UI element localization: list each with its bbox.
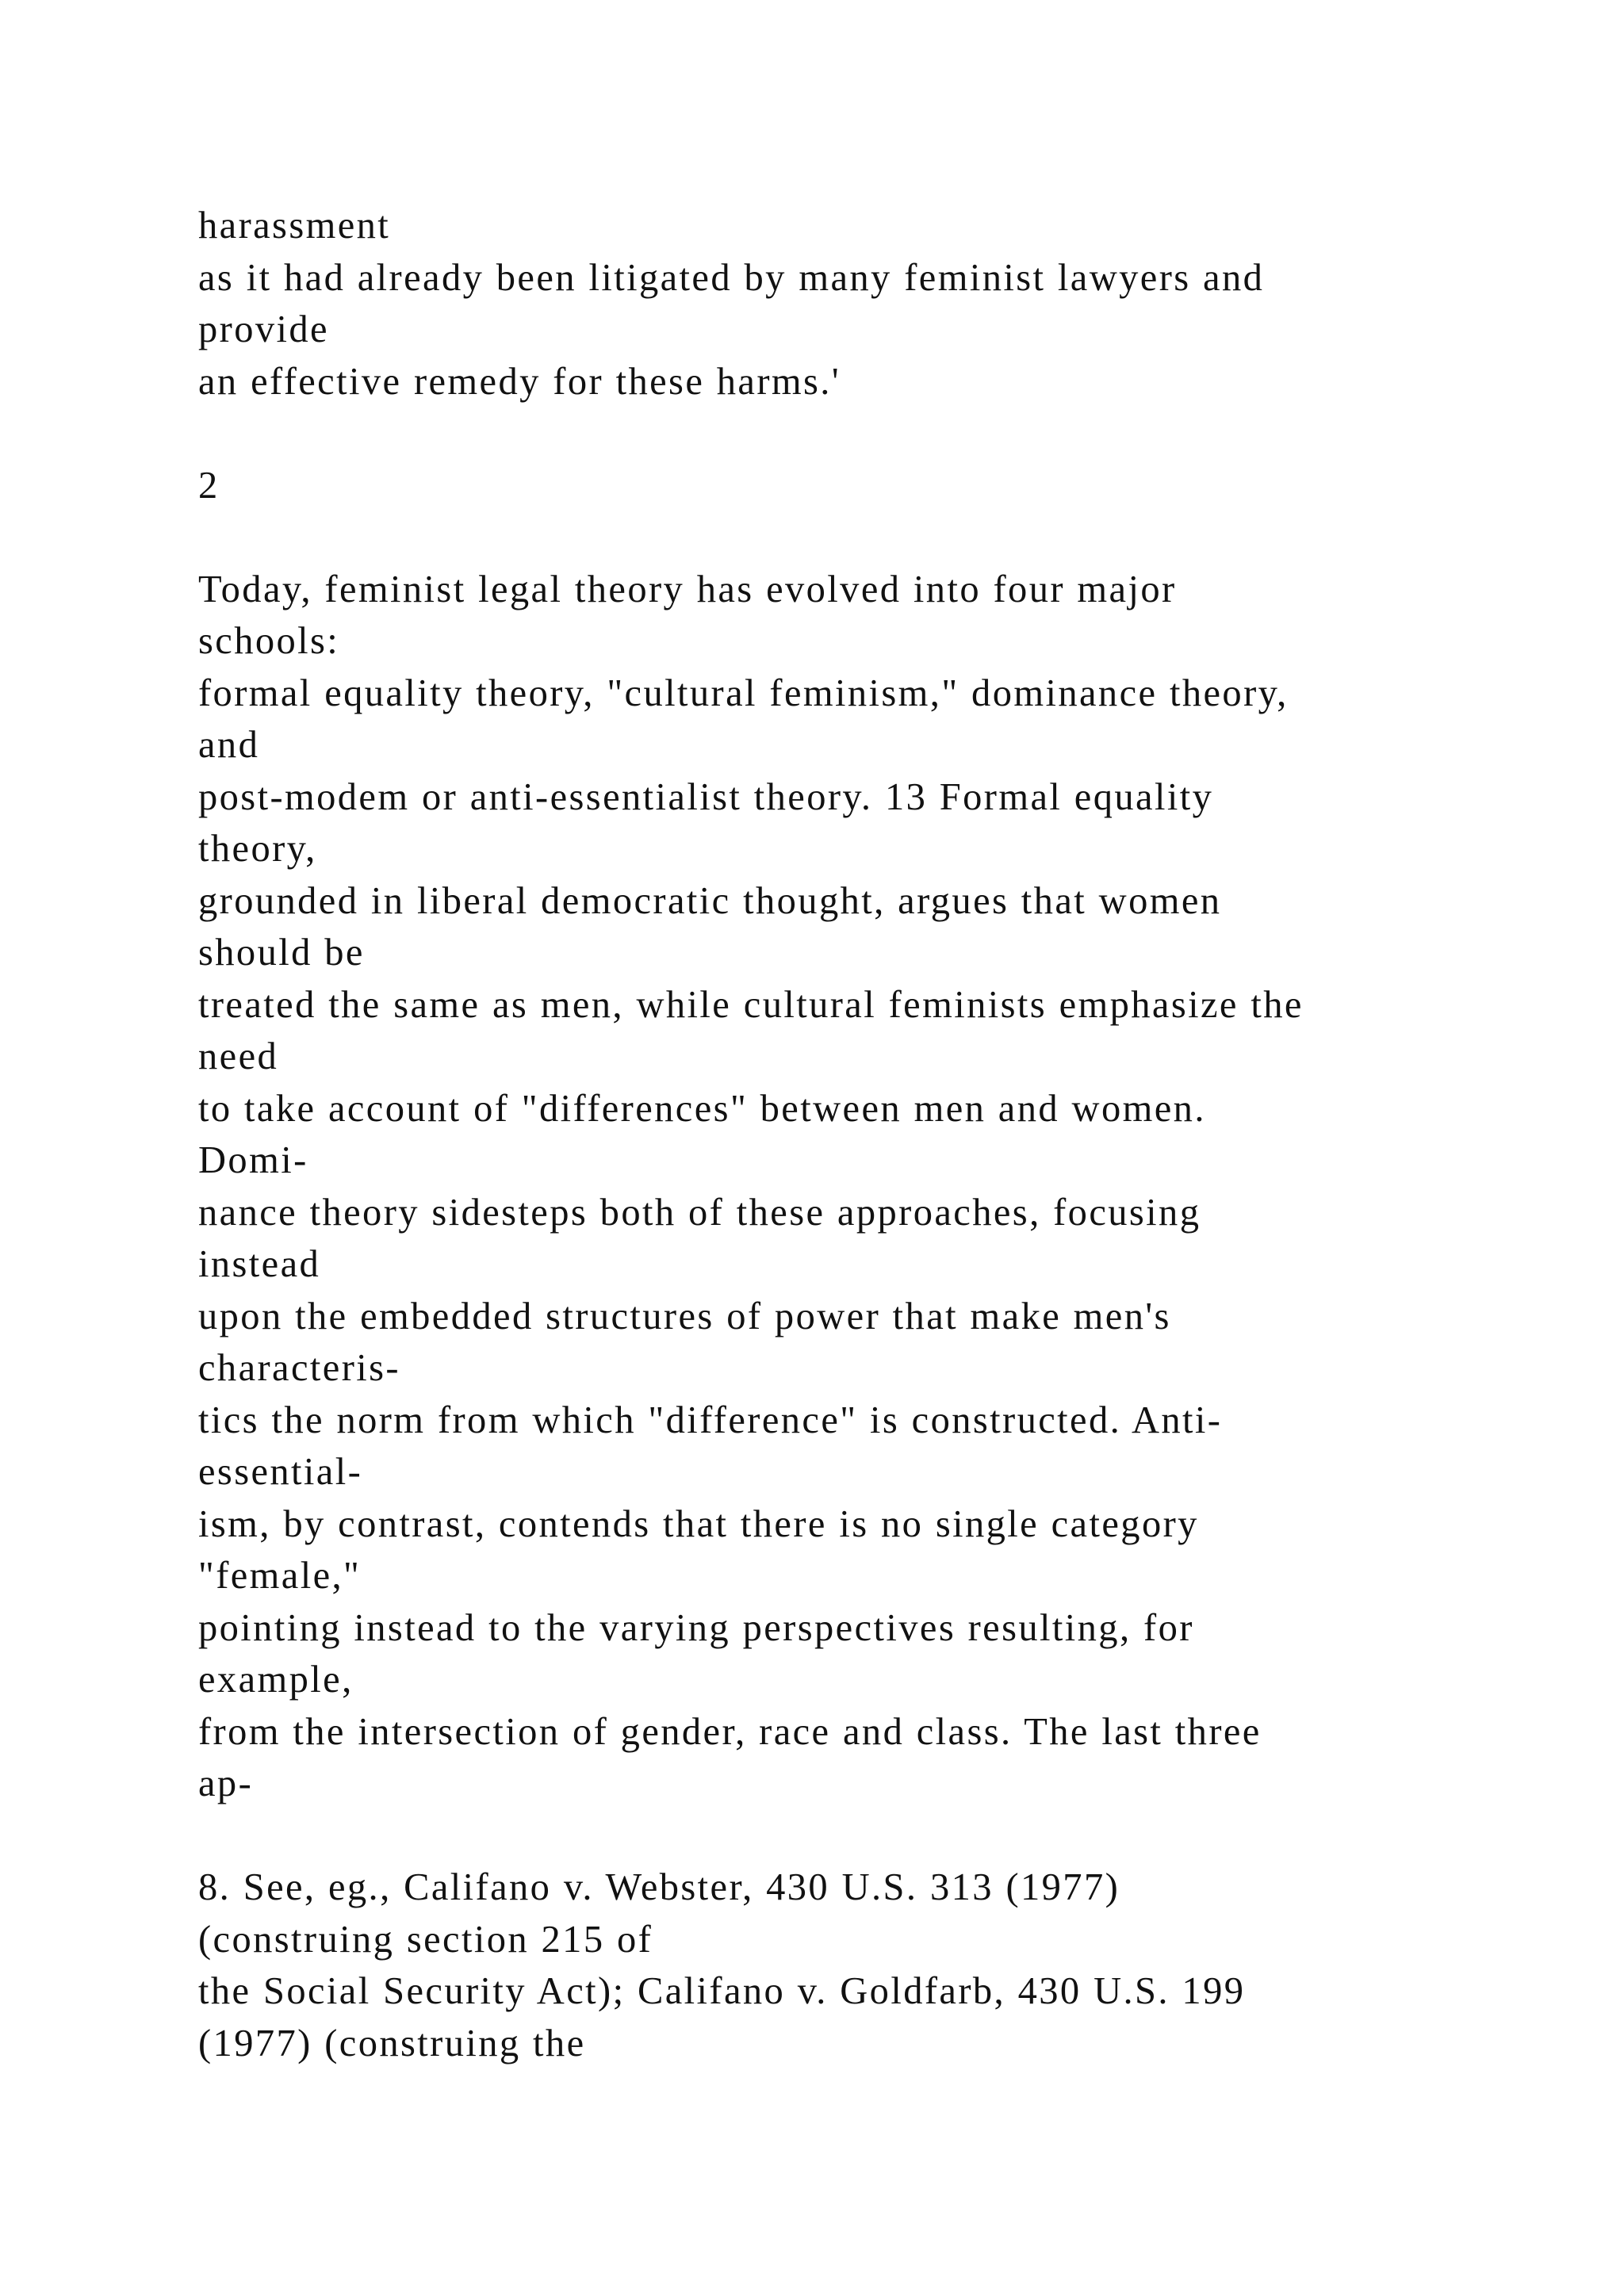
text-line: characteris- (198, 1347, 400, 1389)
text-line: nance theory sidesteps both of these approaches, focusing (198, 1191, 1201, 1234)
footnote-line: the Social Security Act); Califano v. Goldfarb, 430 U.S. 199 (198, 1970, 1246, 2012)
text-line: essential- (198, 1451, 363, 1493)
text-line: from the intersection of gender, race and class. The last three (198, 1710, 1262, 1753)
document-text (198, 200, 1483, 2069)
text-line: provide (198, 308, 329, 350)
text-line: and (198, 724, 260, 766)
text-line: ap- (198, 1762, 254, 1804)
text-line: ism, by contrast, contends that there is no single category (198, 1502, 1199, 1545)
blank-line (198, 511, 1483, 564)
text-line: post-modem or anti-essentialist theory. 13 Formal equality (198, 775, 1214, 818)
text-line: an effective remedy for these harms.' (198, 360, 841, 403)
text-line: instead (198, 1243, 321, 1285)
text-line: need (198, 1035, 279, 1077)
text-line: formal equality theory, "cultural feminism," dominance theory, (198, 672, 1289, 714)
text-line: "female," (198, 1555, 362, 1597)
text-line: as it had already been litigated by many feminist lawyers and (198, 256, 1265, 299)
text-line: schools: (198, 620, 340, 662)
text-line: theory, (198, 828, 317, 870)
text-line: example, (198, 1659, 354, 1701)
text-line: grounded in liberal democratic thought, argues that women (198, 879, 1222, 922)
footnote-line: (1977) (construing the (198, 2022, 586, 2064)
text-line: should be (198, 932, 365, 974)
text-line: to take account of "differences" between men and women. (198, 1087, 1206, 1130)
text-line: Today, feminist legal theory has evolved into four major (198, 568, 1177, 610)
blank-line (198, 1810, 1483, 1862)
text-line: pointing instead to the varying perspectives resulting, for (198, 1606, 1194, 1649)
footnote-line: 8. See, eg., Califano v. Webster, 430 U.S. 313 (1977) (198, 1866, 1120, 1908)
footnote-line: (construing section 215 of (198, 1918, 653, 1961)
text-line: tics the norm from which "difference" is constructed. Anti- (198, 1399, 1223, 1441)
text-line: treated the same as men, while cultural feminists emphasize the (198, 983, 1304, 1026)
footnote-marker: 2 (198, 464, 220, 507)
blank-line (198, 408, 1483, 460)
text-line: Domi- (198, 1139, 308, 1181)
text-line: upon the embedded structures of power that make men's (198, 1295, 1171, 1337)
text-line: harassment (198, 205, 391, 247)
